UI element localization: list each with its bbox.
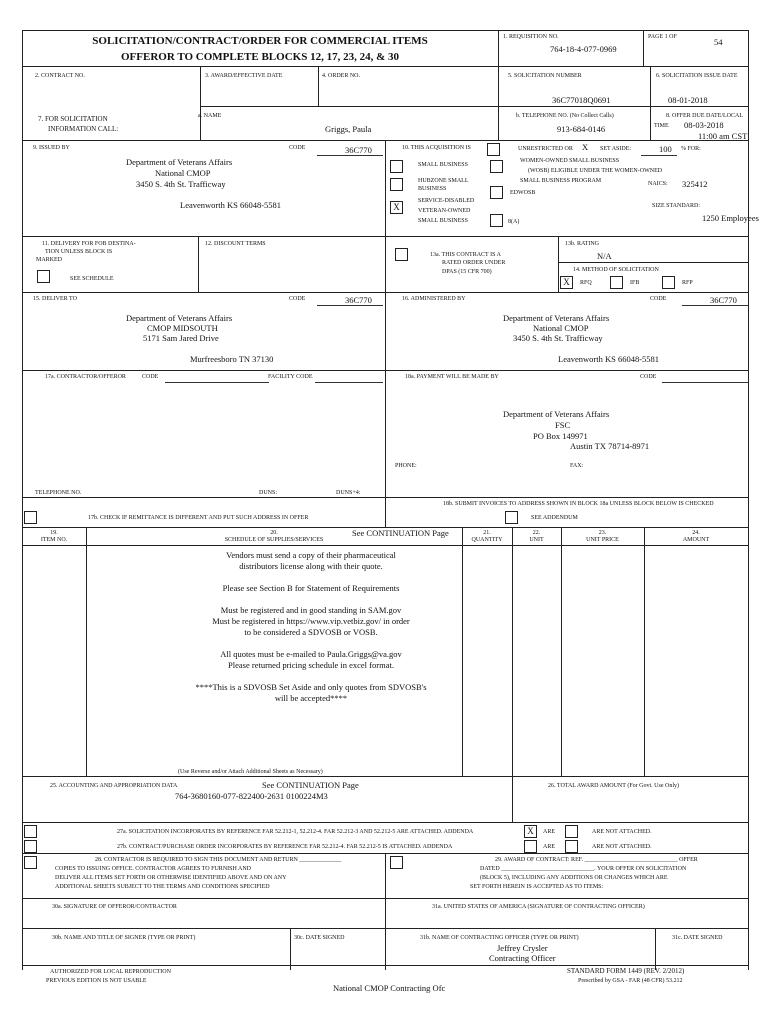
clause-27b-arenot-checkbox[interactable] [565,840,578,853]
info-call-label-1: 7. FOR SOLICITATION [38,115,108,123]
due-date-label: 8. OFFER DUE DATE/LOCAL [666,113,744,119]
schedule-spacer [86,572,536,583]
administered-by-line4: Leavenworth KS 66048-5581 [558,354,660,364]
small-business-checkbox[interactable] [390,160,403,173]
schedule-line: will be accepted**** [274,693,348,703]
set-aside-label: SET ASIDE: [600,146,632,152]
hubzone-checkbox[interactable] [390,178,403,191]
payment-label: 18a. PAYMENT WILL BE MADE BY [405,374,499,380]
payment-line3: PO Box 149971 [533,431,588,441]
administered-by-code: 36C770 [710,295,737,305]
sdvosb-label-2: VETERAN-OWNED [418,208,471,214]
contractor-code-label: CODE [142,374,159,380]
contractor-sign-checkbox[interactable] [24,856,37,869]
eight-a-label: 8(A) [508,219,520,225]
requisition-number: 764-18-4-077-0969 [550,44,617,54]
size-standard-label: SIZE STANDARD: [652,203,701,209]
rfp-label: RFP [682,280,693,286]
accounting-continuation: See CONTINUATION Page [262,780,359,790]
col19-num: 19. [50,530,58,536]
schedule-spacer [86,671,536,682]
reverse-note: (Use Reverse and/or Attach Additional Sheets as Necessary) [178,769,323,775]
signature-offeror-label: 30a. SIGNATURE OF OFFEROR/CONTRACTOR [52,904,177,910]
col21-num: 21. [483,530,491,536]
block28-line1: 28. CONTRACTOR IS REQUIRED TO SIGN THIS DOCUMENT AND RETURN ______________ [95,857,342,863]
schedule-line: Please returned pricing schedule in excel format. [228,660,394,670]
fob-label-3: MARKED [36,257,63,263]
issued-by-line1: Department of Veterans Affairs [126,157,233,167]
time-label: TIME [654,123,669,129]
clause-27a-arenot: ARE NOT ATTACHED. [592,829,652,835]
size-standard: 1250 Employees [702,213,759,223]
deliver-to-label: 15. DELIVER TO [33,296,77,302]
remittance-label: 17b. CHECK IF REMITTANCE IS DIFFERENT AND PUT SUCH ADDRESS IN OFFER [88,515,309,521]
payment-line2: FSC [555,420,571,430]
unrestricted-mark: X [582,142,589,152]
footer-form: STANDARD FORM 1449 (REV. 2/2012) [567,967,685,975]
col22-label: UNIT [529,537,544,543]
rfq-label: RFQ [580,280,592,286]
schedule-spacer [86,594,536,605]
page-total: 54 [714,37,723,47]
see-schedule-checkbox[interactable] [37,270,50,283]
block29-line2: DATED _______________________________. YOUR OFFER ON SOLICITATION [480,866,687,872]
submit-invoices-label: 18b. SUBMIT INVOICES TO ADDRESS SHOWN IN BLOCK 18a UNLESS BLOCK BELOW IS CHECKED [443,501,714,507]
rfq-checkbox[interactable] [560,276,573,289]
col22-num: 22. [532,530,541,536]
clause-27a-checkbox[interactable] [24,825,37,838]
facility-code-label: FACILITY CODE [268,374,313,380]
clause-27a-are: ARE [543,829,555,835]
schedule-continuation: See CONTINUATION Page [352,528,449,538]
due-time: 11:00 am CST [698,131,748,141]
administered-by-label: 16. ADMINISTERED BY [402,296,466,302]
block29-line3: (BLOCK 5), INCLUDING ANY ADDITIONS OR CHANGES WHICH ARE [480,875,668,881]
issued-by-label: 9. ISSUED BY [33,145,70,151]
rated-order-label-3: DPAS (15 CFR 700) [442,269,492,275]
clause-27b-are: ARE [543,844,555,850]
schedule-line: distributors license along with their quote. [239,561,383,571]
schedule-line: Must be registered and in good standing in SAM.gov [220,605,402,615]
issued-by-code-label: CODE [289,145,306,151]
date-signed-30c-label: 30c. DATE SIGNED [294,935,345,941]
page-label: PAGE 1 OF [648,34,677,40]
acquisition-label: 10. THIS ACQUISITION IS [402,145,471,151]
sdvosb-mark: X [393,202,400,212]
see-schedule-label: SEE SCHEDULE [70,276,114,282]
ifb-label: IFB [630,280,640,286]
small-business-label: SMALL BUSINESS [418,162,468,168]
sdvosb-checkbox[interactable] [390,201,403,214]
signer-name-label: 30b. NAME AND TITLE OF SIGNER (TYPE OR PRINT) [52,935,196,941]
sdvosb-label-3: SMALL BUSINESS [418,218,468,224]
col24-num: 24. [692,530,700,536]
wosb-label-2: (WOSB) ELIGIBLE UNDER THE WOMEN-OWNED [528,168,663,174]
col21-label: QUANTITY [471,537,503,543]
schedule-line: All quotes must be e-mailed to Paula.Griggs@va.gov [220,649,402,659]
block29-line1: 29. AWARD OF CONTRACT: REF. _______________________________ OFFER [495,857,698,863]
order-no-label: 4. ORDER NO. [322,73,361,79]
col24-label: AMOUNT [682,537,710,543]
award-date-label: 3. AWARD/EFFECTIVE DATE [205,73,283,79]
clause-27a-arenot-checkbox[interactable] [565,825,578,838]
deliver-to-line2: CMOP MIDSOUTH [147,323,218,333]
form-title-line1: SOLICITATION/CONTRACT/ORDER FOR COMMERCIAL ITEMS [92,35,428,47]
rated-order-label-2: RATED ORDER UNDER [442,260,506,266]
rating-value: N/A [597,251,612,261]
duns4-label: DUNS+4: [336,490,361,496]
accounting-value: 764-3680160-077-822400-2631 0100224M3 [175,791,328,801]
schedule-description [86,550,536,704]
award-checkbox[interactable] [390,856,403,869]
wosb-label-1: WOMEN-OWNED SMALL BUSINESS [520,158,620,164]
acquisition-checkbox[interactable] [487,143,500,156]
block28-line2: COPIES TO ISSUING OFFICE. CONTRACTOR AGREES TO FURNISH AND [55,866,251,872]
footer-auth: AUTHORIZED FOR LOCAL REPRODUCTION [50,969,171,975]
due-date: 08-03-2018 [684,120,724,130]
block28-line3: DELIVER ALL ITEMS SET FORTH OR OTHERWISE IDENTIFIED ABOVE AND ON ANY [55,875,287,881]
contractor-label: 17a. CONTRACTOR/OFFEROR [45,374,126,380]
payment-line4: Austin TX 78714-8971 [570,441,650,451]
telephone-number: 913-684-0146 [557,124,606,134]
method-label: 14. METHOD OF SOLICITATION [573,267,659,273]
schedule-spacer [86,638,536,649]
clause-27a-text: 27a. SOLICITATION INCORPORATES BY REFERENCE FAR 52.212-1, 52.212-4. FAR 52.212-3 AND 52.212-5 ARE ATTACHED. ADDENDA [117,829,474,835]
col20-label: SCHEDULE OF SUPPLIES/SERVICES [224,537,324,543]
clause-27b-are-checkbox[interactable] [524,840,537,853]
block28-line4: ADDITIONAL SHEETS SUBJECT TO THE TERMS AND CONDITIONS SPECIFIED [55,884,270,890]
deliver-to-line4: Murfreesboro TN 37130 [190,354,274,364]
naics-label: NAICS: [648,181,668,187]
officer-name-label: 31b. NAME OF CONTRACTING OFFICER (TYPE OR PRINT) [420,935,579,941]
form-title-line2: OFFEROR TO COMPLETE BLOCKS 12, 17, 23, 24, & 30 [121,51,399,63]
clause-27a-mark: X [527,826,534,836]
issue-date: 08-01-2018 [668,95,708,105]
col23-label: UNIT PRICE [586,537,619,543]
deliver-to-line1: Department of Veterans Affairs [126,313,233,323]
see-addendum-label: SEE ADDENDUM [531,515,578,521]
rated-order-checkbox[interactable] [395,248,408,261]
telephone-label: b. TELEPHONE NO. (No Collect Calls) [516,113,614,119]
remittance-checkbox[interactable] [24,511,37,524]
contract-no-label: 2. CONTRACT NO. [35,73,85,79]
duns-label: DUNS: [259,490,278,496]
col20-num: 20. [270,530,278,536]
date-signed-31c-label: 31c. DATE SIGNED [672,935,723,941]
solicitation-no-label: 5. SOLICITATION NUMBER [508,73,582,79]
set-aside-pct: 100 [659,144,672,154]
fob-label-1: 11. DELIVERY FOR FOB DESTINA- [42,241,136,247]
payment-fax-label: FAX: [570,463,584,469]
schedule-line: Must be registered in https://www.vip.vetbiz.gov/ in order [212,616,410,626]
clause-27b-arenot: ARE NOT ATTACHED. [592,844,652,850]
col23-num: 23. [598,530,607,536]
col19-label: ITEM NO. [40,537,68,543]
administered-by-line3: 3450 S. 4th St. Trafficway [513,333,603,343]
wosb-checkbox[interactable] [490,160,503,173]
edwosb-label: EDWOSB [510,190,536,196]
deliver-to-code: 36C770 [345,295,372,305]
rfp-checkbox[interactable] [662,276,675,289]
schedule-line: Please see Section B for Statement of Requirements [222,583,400,593]
schedule-line: Vendors must send a copy of their pharmaceutical [226,550,396,560]
info-call-label-2: INFORMATION CALL: [48,125,119,133]
issued-by-code: 36C770 [345,145,372,155]
footer-office: National CMOP Contracting Ofc [333,983,446,993]
rating-label: 13b. RATING [565,241,599,247]
payment-line1: Department of Veterans Affairs [503,409,610,419]
schedule-line: to be considered a SDVOSB or VOSB. [244,627,378,637]
issued-by-line2: National CMOP [155,168,211,178]
accounting-label: 25. ACCOUNTING AND APPROPRIATION DATA [50,783,178,789]
solicitation-number: 36C77018Q0691 [552,95,611,105]
hubzone-label-2: BUSINESS [418,186,447,192]
edwosb-checkbox[interactable] [490,186,503,199]
administered-by-line1: Department of Veterans Affairs [503,313,610,323]
issued-by-line3: 3450 S. 4th St. Trafficway [136,179,226,189]
officer-title: Contracting Officer [489,953,556,963]
see-addendum-checkbox[interactable] [505,511,518,524]
footer-prescribed: Prescribed by GSA - FAR (48 CFR) 53.212 [578,978,683,984]
schedule-line: ****This is a SDVOSB Set Aside and only quotes from SDVOSB's [195,682,427,692]
discount-terms-label: 12. DISCOUNT TERMS [205,241,266,247]
total-award-label: 26. TOTAL AWARD AMOUNT (For Govt. Use Only) [548,783,679,789]
administered-by-code-label: CODE [650,296,667,302]
signature-officer-label: 31a. UNITED STATES OF AMERICA (SIGNATURE OF CONTRACTING OFFICER) [432,904,645,910]
deliver-to-code-label: CODE [289,296,306,302]
ifb-checkbox[interactable] [610,276,623,289]
rfq-mark: X [563,277,570,287]
requisition-label: 1. REQUISITION NO. [503,34,559,40]
deliver-to-line3: 5171 Sam Jared Drive [143,333,219,343]
clause-27b-text: 27b. CONTRACT/PURCHASE ORDER INCORPORATES BY REFERENCE FAR 52.212-4. FAR 52.212-5 IS ATTACHED. ADDENDA [117,844,453,850]
pct-for-label: % FOR: [681,146,701,152]
issued-by-line4: Leavenworth KS 66048-5581 [180,200,282,210]
hubzone-label-1: HUBZONE SMALL [418,178,469,184]
fob-label-2: TION UNLESS BLOCK IS [45,249,113,255]
name-label: a. NAME [198,113,222,119]
officer-name: Jeffrey Crysler [497,943,548,953]
issue-date-label: 6. SOLICITATION ISSUE DATE [656,73,738,79]
payment-phone-label: PHONE: [395,463,417,469]
contact-name: Griggs, Paula [325,124,372,134]
wosb-label-3: SMALL BUSINESS PROGRAM [520,178,602,184]
rated-order-label-1: 13a. THIS CONTRACT IS A [430,252,501,258]
clause-27a-are-checkbox[interactable] [524,825,537,838]
unrestricted-label: UNRESTRICTED OR [518,146,573,152]
payment-code-label: CODE [640,374,657,380]
block29-line4: SET FORTH HEREIN IS ACCEPTED AS TO ITEMS: [470,884,604,890]
administered-by-line2: National CMOP [533,323,589,333]
footer-prev: PREVIOUS EDITION IS NOT USABLE [46,978,147,984]
telephone-no-label: TELEPHONE NO. [35,490,82,496]
eight-a-checkbox[interactable] [490,214,503,227]
sdvosb-label-1: SERVICE-DISABLED [418,198,475,204]
clause-27b-checkbox[interactable] [24,840,37,853]
naics-code: 325412 [682,179,708,189]
